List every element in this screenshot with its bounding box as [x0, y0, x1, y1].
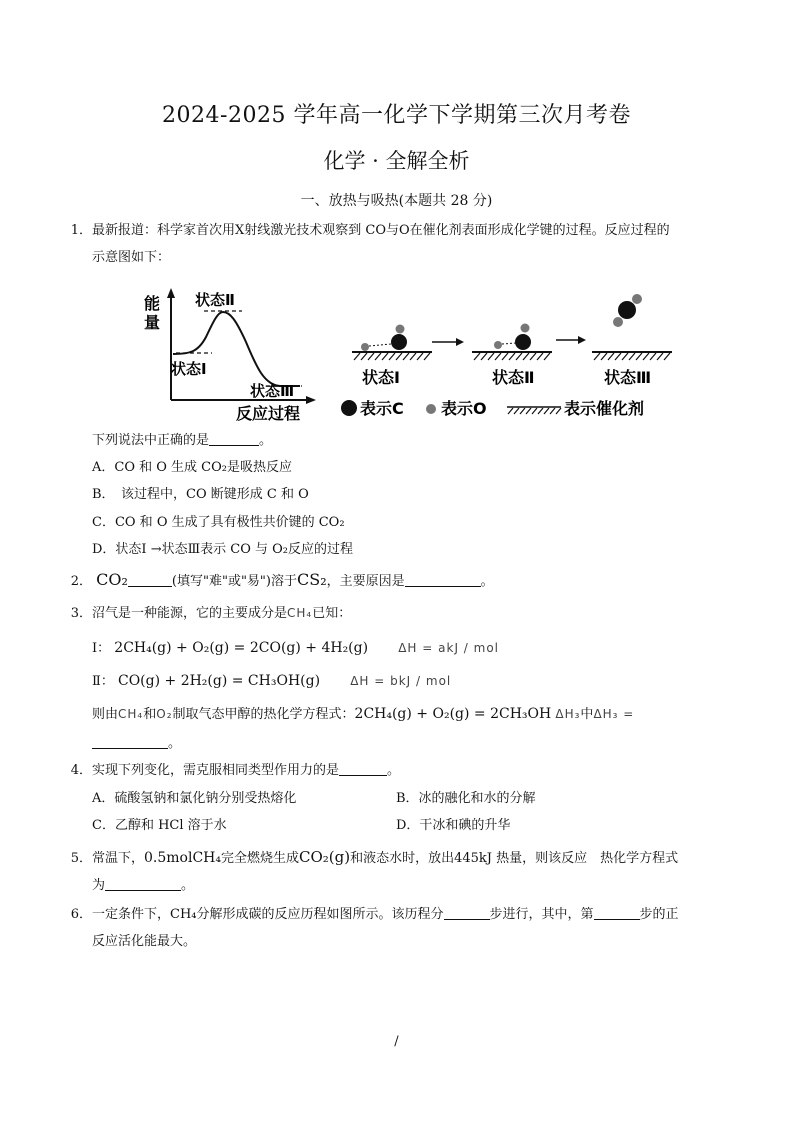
q1-option-d: D．状态Ⅰ →状态Ⅲ表示 CO 与 O₂反应的过程 — [92, 542, 353, 557]
oxygen-atom-2 — [494, 341, 502, 349]
stage3-label: 状态Ⅲ — [604, 368, 652, 387]
energy-axis-arrow-icon — [167, 288, 175, 298]
reaction-figure — [140, 282, 680, 424]
q5-line1: 5．常温下，0.5molCH₄完全燃烧生成CO₂(g)和液态水时，放出445kJ 热量，则该反应 热化学方程式 — [70, 848, 679, 866]
equation-2: CO(g) + 2H₂(g) = CH₃OH(g) — [117, 673, 321, 689]
q1-option-a: A．CO 和 O 生成 CO₂是吸热反应 — [92, 460, 292, 475]
answer-blank[interactable] — [128, 574, 172, 587]
carbon-atom-2 — [515, 334, 531, 350]
stage-arrow-2-icon — [578, 336, 586, 344]
page-title: 2024-2025 学年高一化学下学期第三次月考卷 — [162, 103, 631, 128]
process-axis-label: 反应过程 — [236, 404, 301, 423]
legend-catalyst-label: 表示催化剂 — [564, 399, 645, 418]
q1-question: 下列说法中正确的是 。 — [92, 433, 273, 448]
oxygen-atom-2b — [521, 324, 530, 333]
answer-blank[interactable] — [339, 763, 387, 776]
q2-line: 2． CO₂ (填写"难"或"易")溶于CS₂，主要原因是 。 — [70, 570, 494, 589]
answer-blank[interactable] — [105, 878, 181, 891]
q2-cs2: CS₂ — [296, 570, 327, 589]
q3-answer-line: 。 — [92, 734, 181, 754]
q3-question: 则由CH₄和O₂制取气态甲醇的热化学方程式：2CH₄(g) + O₂(g) = 2CH₃OH ΔH₃中ΔH₃ = — [92, 706, 635, 722]
q4-option-d: D．干冰和碘的升华 — [396, 818, 511, 833]
q3-eq2: Ⅱ： CO(g) + 2H₂(g) = CH₃OH(g) ΔH = bkJ / mol — [92, 673, 452, 689]
stage2-label: 状态Ⅱ — [492, 368, 535, 387]
carbon-atom-1 — [391, 334, 407, 350]
q1-option-c: C．CO 和 O 生成了具有极性共价键的 CO₂ — [92, 515, 345, 530]
q4-option-c: C．乙醇和 HCl 溶于水 — [92, 818, 227, 833]
equation-2-dh: ΔH = bkJ / mol — [350, 674, 452, 688]
legend-carbon-label: 表示C — [360, 399, 404, 418]
answer-blank[interactable] — [405, 574, 481, 587]
q4-option-a: A．硫酸氢钠和氯化钠分别受热熔化 — [92, 791, 297, 806]
catalyst-hatch-2 — [474, 353, 550, 360]
q6-line2: 反应活化能最大。 — [92, 934, 197, 949]
q1-text-line1: 最新报道：科学家首次用X射线激光技术观察到 CO与O在催化剂表面形成化学键的过程。反应过程的 — [92, 223, 670, 238]
curve-state2-label: 状态Ⅱ — [195, 291, 235, 309]
oxygen-atom-1b — [396, 325, 405, 334]
stage1-label: 状态Ⅰ — [362, 368, 400, 387]
q3-intro: 3．沼气是一种能源，它的主要成分是CH₄已知： — [70, 606, 352, 621]
oxygen-atom-3b — [632, 294, 642, 304]
equation-3: 2CH₄(g) + O₂(g) = 2CH₃OH — [354, 706, 552, 722]
page-number: / — [394, 1034, 399, 1049]
legend-carbon-icon — [341, 400, 357, 416]
process-axis-arrow-icon — [306, 396, 316, 404]
oxygen-atom-3a — [613, 317, 623, 327]
q3-eq1: Ⅰ： 2CH₄(g) + O₂(g) = 2CO(g) + 4H₂(g) ΔH = akJ / mol — [92, 640, 500, 656]
curve-state1-label: 状态Ⅰ — [171, 360, 207, 378]
q5-line2: 为 。 — [92, 878, 195, 893]
stage-arrow-1-icon — [456, 338, 464, 346]
equation-1: 2CH₄(g) + O₂(g) = 2CO(g) + 4H₂(g) — [114, 640, 369, 656]
legend-catalyst-icon — [507, 407, 561, 414]
curve-state3-label: 状态Ⅲ — [250, 382, 295, 400]
q1-number: 1． — [70, 223, 92, 238]
answer-blank[interactable] — [209, 433, 259, 446]
carbon-atom-3 — [618, 301, 636, 319]
answer-blank[interactable] — [92, 736, 168, 749]
q3-ch4: CH₄ — [287, 606, 313, 620]
q1-option-b: B． 该过程中，CO 断键形成 C 和 O — [92, 487, 309, 502]
catalyst-hatch-1 — [354, 353, 430, 360]
equation-1-dh: ΔH = akJ / mol — [398, 641, 500, 655]
q4-option-b: B．冰的融化和水的分解 — [396, 791, 536, 806]
oxygen-atom-1 — [361, 343, 369, 351]
catalyst-hatch-3 — [594, 353, 670, 360]
answer-blank[interactable] — [444, 907, 490, 920]
q1-text-line2: 示意图如下： — [92, 250, 171, 265]
energy-axis-label-1: 能 — [144, 294, 161, 313]
energy-axis-label-2: 量 — [144, 313, 161, 332]
legend-oxygen-icon — [426, 404, 436, 414]
q6-line1: 6．一定条件下，CH₄分解形成碳的反应历程如图所示。该历程分 步进行，其中，第 步的正 — [70, 907, 679, 922]
answer-blank[interactable] — [594, 907, 640, 920]
legend-oxygen-label: 表示O — [441, 399, 487, 418]
section-heading: 一、放热与吸热(本题共 28 分) — [300, 193, 493, 209]
q1-line1 — [70, 221, 670, 241]
page-subtitle: 化学 · 全解全析 — [323, 149, 470, 173]
q4-line: 4．实现下列变化，需克服相同类型作用力的是 。 — [70, 763, 401, 778]
q2-co2: CO₂ — [96, 570, 128, 589]
